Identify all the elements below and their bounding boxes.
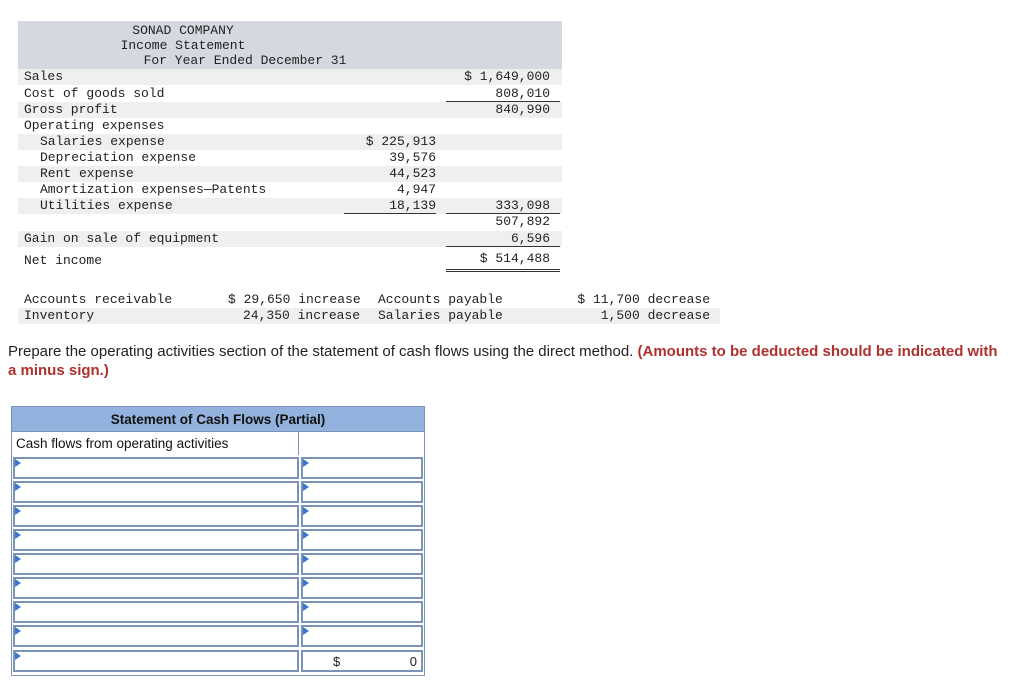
statement-title: Income Statement xyxy=(120,38,246,53)
instruction-highlight: (Amounts to be deducted should be indicated with a minus sign.) xyxy=(8,343,998,379)
row-sales xyxy=(18,69,562,85)
row-value: 44,523 xyxy=(389,166,436,181)
row-label: Amortization expenses—Patents xyxy=(40,182,267,197)
change-row xyxy=(18,308,720,324)
amount-input[interactable] xyxy=(301,601,423,623)
company-name: SONAD COMPANY xyxy=(132,23,234,38)
dropdown-marker-icon xyxy=(15,483,21,491)
row-amortization xyxy=(18,182,562,198)
row-value: $ 225,913 xyxy=(365,134,436,149)
form-row xyxy=(12,456,424,480)
row-label: Operating expenses xyxy=(24,118,165,133)
change-label: Accounts payable xyxy=(378,292,503,307)
change-amount: 24,350 increase xyxy=(243,308,361,323)
row-operating-expenses xyxy=(18,118,562,134)
row-cogs xyxy=(18,86,562,102)
form-row xyxy=(12,624,424,648)
statement-period: For Year Ended December 31 xyxy=(143,53,347,68)
dropdown-marker-icon xyxy=(303,579,309,587)
description-input[interactable] xyxy=(13,601,299,623)
instructions xyxy=(8,342,1008,380)
dropdown-marker-icon xyxy=(15,555,21,563)
amount-input[interactable] xyxy=(301,553,423,575)
amount-input[interactable] xyxy=(301,481,423,503)
row-rent xyxy=(18,166,562,182)
change-label: Salaries payable xyxy=(378,308,503,323)
amount-input[interactable] xyxy=(301,577,423,599)
form-title: Statement of Cash Flows (Partial) xyxy=(12,407,424,432)
form-row xyxy=(12,576,424,600)
amount-input[interactable] xyxy=(301,457,423,479)
dropdown-marker-icon xyxy=(303,531,309,539)
form-row xyxy=(12,600,424,624)
amount-input[interactable] xyxy=(301,625,423,647)
dropdown-marker-icon xyxy=(15,579,21,587)
row-value: 6,596 xyxy=(510,231,550,246)
form-subheader: Cash flows from operating activities xyxy=(12,432,299,455)
dropdown-marker-icon xyxy=(303,483,309,491)
amount-input[interactable] xyxy=(301,505,423,527)
dropdown-marker-icon xyxy=(15,507,21,515)
dropdown-marker-icon xyxy=(303,459,309,467)
instruction-text: Prepare the operating activities section of the statement of cash flows using the direct method. xyxy=(8,343,634,360)
amount-input[interactable] xyxy=(301,529,423,551)
dropdown-marker-icon xyxy=(15,459,21,467)
change-row xyxy=(18,292,720,308)
change-amount: $ 29,650 increase xyxy=(228,292,361,307)
dropdown-marker-icon xyxy=(15,531,21,539)
dropdown-marker-icon xyxy=(15,627,21,635)
total-amount-field xyxy=(301,650,423,672)
description-input[interactable] xyxy=(13,577,299,599)
row-label: Gain on sale of equipment xyxy=(24,231,220,246)
change-label: Accounts receivable xyxy=(24,292,173,307)
change-label: Inventory xyxy=(24,308,95,323)
row-salaries xyxy=(18,134,562,150)
row-value: 39,576 xyxy=(389,150,436,165)
currency-symbol: $ xyxy=(333,654,341,669)
row-label: Gross profit xyxy=(24,102,118,117)
change-amount: $ 11,700 decrease xyxy=(577,292,710,307)
row-net-income xyxy=(18,250,562,268)
balance-changes xyxy=(18,292,720,326)
row-gain xyxy=(18,231,562,247)
income-statement xyxy=(18,21,562,272)
row-utilities xyxy=(18,198,562,214)
description-input[interactable] xyxy=(13,553,299,575)
total-value: 0 xyxy=(409,654,417,669)
row-label: Rent expense xyxy=(40,166,134,181)
row-value: $ 514,488 xyxy=(479,251,550,266)
row-subtotal xyxy=(18,214,562,230)
row-label: Net income xyxy=(24,253,103,268)
dropdown-marker-icon xyxy=(303,555,309,563)
form-row xyxy=(12,504,424,528)
double-underline xyxy=(446,271,560,272)
row-gross-profit xyxy=(18,102,562,118)
form-row xyxy=(12,528,424,552)
form-row xyxy=(12,480,424,504)
description-input[interactable] xyxy=(13,505,299,527)
row-value: 507,892 xyxy=(495,214,550,229)
row-label: Utilities expense xyxy=(40,198,173,213)
description-input[interactable] xyxy=(13,625,299,647)
row-value: 18,139 xyxy=(389,198,436,213)
row-depreciation xyxy=(18,150,562,166)
row-label: Sales xyxy=(24,69,64,84)
total-description-input[interactable] xyxy=(13,650,299,672)
form-total-row xyxy=(12,649,424,673)
dropdown-marker-icon xyxy=(303,603,309,611)
underline xyxy=(446,246,560,247)
row-value: 840,990 xyxy=(495,102,550,117)
dropdown-marker-icon xyxy=(15,603,21,611)
income-statement-header xyxy=(18,21,562,69)
change-amount: 1,500 decrease xyxy=(600,308,710,323)
cash-flows-form xyxy=(11,406,425,676)
row-value: 333,098 xyxy=(495,198,550,213)
row-value: 808,010 xyxy=(495,86,550,101)
dropdown-marker-icon xyxy=(303,507,309,515)
row-value: $ 1,649,000 xyxy=(464,69,550,84)
row-label: Salaries expense xyxy=(40,134,165,149)
dropdown-marker-icon xyxy=(303,627,309,635)
description-input[interactable] xyxy=(13,457,299,479)
row-label: Depreciation expense xyxy=(40,150,197,165)
form-row xyxy=(12,552,424,576)
row-label: Cost of goods sold xyxy=(24,86,165,101)
row-value: 4,947 xyxy=(396,182,436,197)
description-input[interactable] xyxy=(13,529,299,551)
double-underline xyxy=(446,269,560,270)
description-input[interactable] xyxy=(13,481,299,503)
dropdown-marker-icon xyxy=(15,652,21,660)
